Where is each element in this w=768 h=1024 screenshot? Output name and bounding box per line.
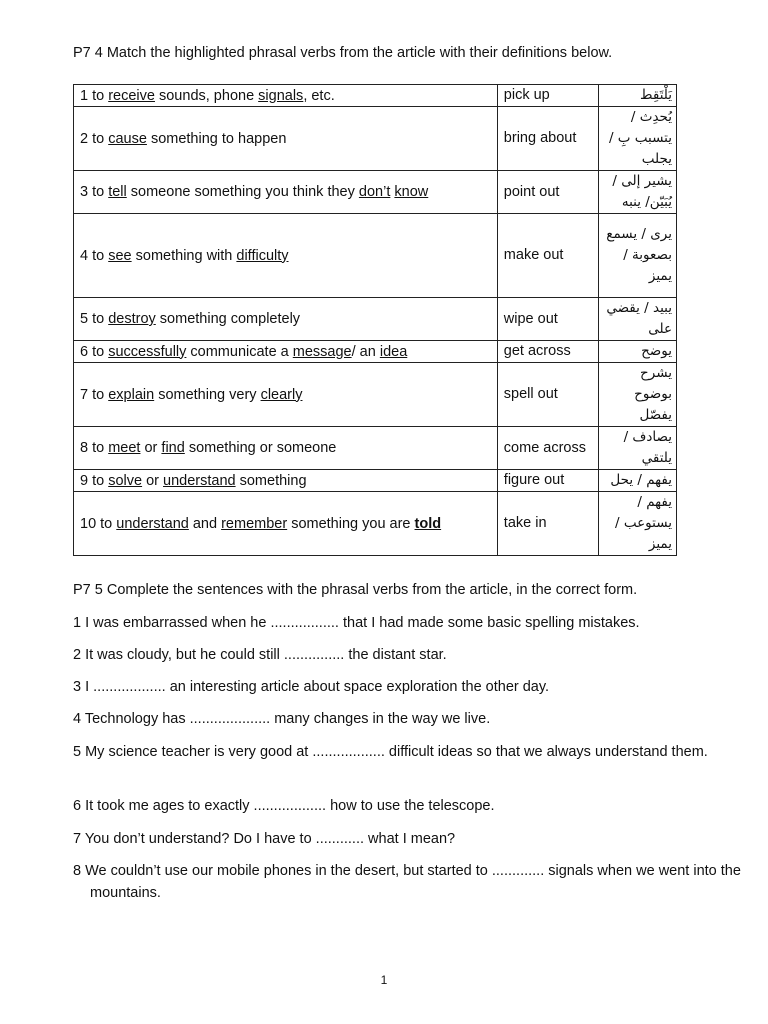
underlined-keyword: understand xyxy=(116,515,189,532)
underlined-keyword: signals xyxy=(258,87,304,104)
definition-segment: 10 to xyxy=(80,515,117,532)
underlined-keyword: remember xyxy=(221,515,288,532)
underlined-keyword: message xyxy=(292,343,352,360)
underlined-keyword: see xyxy=(108,247,132,264)
arabic-translation-cell: يفهم / يستوعب / يميز xyxy=(599,492,677,556)
phrasal-verb-cell: spell out xyxy=(497,363,599,427)
definition-segment: 3 to xyxy=(80,184,109,200)
table-row xyxy=(74,171,677,214)
underlined-keyword: understand xyxy=(163,472,236,489)
definition-segment: something or someone xyxy=(184,440,337,456)
underlined-keyword: cause xyxy=(108,130,147,147)
definition-segment: 5 to xyxy=(80,311,109,327)
definition-segment: something very xyxy=(154,386,261,403)
phrasal-verb-cell: get across xyxy=(497,341,599,363)
definition-text xyxy=(80,309,491,329)
underlined-keyword: idea xyxy=(379,343,408,360)
arabic-translation-cell: يشير إلى / يُبَيّن/ ينبه xyxy=(599,171,677,214)
definition-text xyxy=(80,438,491,458)
definition-cell xyxy=(74,341,498,363)
definition-segment: sounds, phone xyxy=(154,87,259,104)
underlined-keyword: tell xyxy=(108,184,127,200)
underlined-keyword: know xyxy=(394,184,429,200)
arabic-translation-cell: يشرح بوضوح يفصّل xyxy=(599,363,677,427)
exercise-4-heading: P7 4 Match the highlighted phrasal verbs from the article with their definitions below. xyxy=(73,45,613,61)
definition-text xyxy=(80,385,491,405)
definition-segment: 1 to xyxy=(80,87,109,104)
table-row xyxy=(74,470,677,492)
definition-segment: something xyxy=(235,472,307,489)
definition-text xyxy=(80,246,491,266)
underlined-keyword: meet xyxy=(108,440,141,456)
sentence-item: 2 It was cloudy, but he could still ............... the distant star. xyxy=(73,647,447,663)
phrasal-verb-cell: figure out xyxy=(497,470,599,492)
sentence-item: 1 I was embarrassed when he ................. that I had made some basic spelling mistakes. xyxy=(73,615,640,631)
table-row xyxy=(74,492,677,556)
sentence-item: 6 It took me ages to exactly .................. how to use the telescope. xyxy=(73,798,495,814)
definition-cell xyxy=(74,427,498,470)
underlined-keyword: difficulty xyxy=(236,247,289,264)
definition-cell xyxy=(74,107,498,171)
definition-segment: 4 to xyxy=(80,247,109,264)
arabic-translation-cell: يفهم / يحل xyxy=(599,470,677,492)
table-row xyxy=(74,85,677,107)
phrasal-verb-cell: pick up xyxy=(497,85,599,107)
underlined-keyword: successfully xyxy=(108,343,187,360)
definition-text xyxy=(80,471,491,491)
definition-segment: 9 to xyxy=(80,472,109,489)
definition-segment: / an xyxy=(351,343,380,360)
table-row xyxy=(74,341,677,363)
definition-segment: 7 to xyxy=(80,386,109,403)
table-row xyxy=(74,107,677,171)
exercise-5-heading: P7 5 Complete the sentences with the phrasal verbs from the article, in the correct form. xyxy=(73,582,638,598)
definition-segment: , etc. xyxy=(303,87,335,104)
definition-text xyxy=(80,514,491,534)
phrasal-verb-cell: come across xyxy=(497,427,599,470)
definition-segment: and xyxy=(188,515,222,532)
arabic-translation-cell: يبيد / يقضي على xyxy=(599,298,677,341)
underlined-keyword: clearly xyxy=(260,386,303,403)
underlined-keyword: solve xyxy=(108,472,143,489)
definition-cell xyxy=(74,363,498,427)
sentence-item: 8 We couldn’t use our mobile phones in the desert, but started to ............. signals when we went into the mountains. xyxy=(73,863,741,901)
definition-segment: or xyxy=(142,472,164,489)
table-row xyxy=(74,363,677,427)
vocabulary-table xyxy=(73,84,677,556)
definition-cell xyxy=(74,85,498,107)
sentence-item: 5 My science teacher is very good at .................. difficult ideas so that we always understand them. xyxy=(73,744,708,760)
arabic-translation-cell: يَلْتَقِط xyxy=(599,85,677,107)
definition-segment: 6 to xyxy=(80,343,109,360)
definition-text xyxy=(80,342,491,362)
definition-segment: communicate a xyxy=(186,343,293,360)
arabic-translation-cell: يُحدِث / يتسبب بِ / يجلب xyxy=(599,107,677,171)
definition-segment: something with xyxy=(131,247,237,264)
underlined-keyword: don’t xyxy=(358,184,391,200)
table-row xyxy=(74,298,677,341)
phrasal-verb-cell: point out xyxy=(497,171,599,214)
table-row xyxy=(74,214,677,298)
phrasal-verb-cell: take in xyxy=(497,492,599,556)
definition-text xyxy=(80,182,491,202)
definition-segment: someone something you think they xyxy=(126,184,359,200)
phrasal-verb-cell: make out xyxy=(497,214,599,298)
sentence-item: 4 Technology has .................... many changes in the way we live. xyxy=(73,711,491,727)
definition-cell xyxy=(74,298,498,341)
definition-text xyxy=(80,129,491,149)
page-number: 1 xyxy=(380,973,388,987)
definition-segment: or xyxy=(140,440,162,456)
arabic-translation-cell: يرى / يسمع بصعوبة / يميز xyxy=(599,214,677,298)
phrasal-verb-cell: bring about xyxy=(497,107,599,171)
arabic-translation-cell: يوضح xyxy=(599,341,677,363)
definition-segment: 2 to xyxy=(80,130,109,147)
sentence-item: 3 I .................. an interesting article about space exploration the other day. xyxy=(73,679,550,695)
arabic-translation-cell: يصادف / يلتقي xyxy=(599,427,677,470)
sentence-item: 7 You don’t understand? Do I have to ............ what I mean? xyxy=(73,831,456,847)
underlined-keyword: destroy xyxy=(108,311,156,327)
definition-segment: something you are xyxy=(287,515,415,532)
underlined-keyword: told xyxy=(414,515,442,532)
definition-text xyxy=(80,86,491,106)
phrasal-verb-cell: wipe out xyxy=(497,298,599,341)
definition-segment: something to happen xyxy=(146,130,287,147)
table-row xyxy=(74,427,677,470)
underlined-keyword: find xyxy=(161,440,185,456)
underlined-keyword: explain xyxy=(108,386,155,403)
definition-segment: something completely xyxy=(155,311,301,327)
definition-segment: 8 to xyxy=(80,440,109,456)
definition-cell xyxy=(74,470,498,492)
definition-cell xyxy=(74,492,498,556)
underlined-keyword: receive xyxy=(108,87,155,104)
definition-cell xyxy=(74,214,498,298)
definition-cell xyxy=(74,171,498,214)
